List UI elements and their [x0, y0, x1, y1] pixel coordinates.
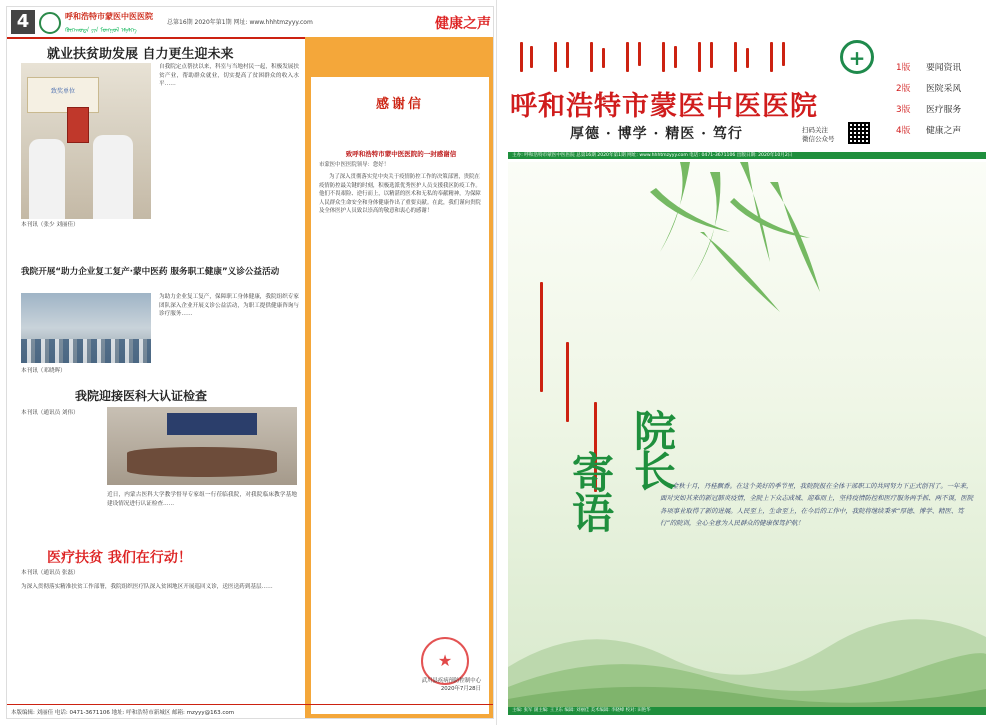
meeting-screen — [167, 413, 257, 435]
article1-caption: 本刊讯（张少 刘丽佳） — [21, 222, 79, 228]
index-label: 健康之声 — [926, 126, 962, 136]
info-bar: 主办: 呼和浩特市蒙医中医医院 总第16期 2020年第1期 网址: www.hhhtmzyyy.com 电话: 0471-3671106 出版日期: 2020年10月2日 — [508, 152, 986, 159]
calligraphy-heading-b: 寄 语 — [572, 449, 615, 538]
page-footer: 本版编辑: 刘丽佳 电话: 0471-3671106 地址: 呼和浩特市新城区 邮箱: mzyyy@163.com — [7, 704, 494, 718]
photo-person — [29, 139, 65, 219]
article3-photo — [107, 407, 297, 485]
index-item[interactable] — [896, 100, 986, 121]
thank-you-letter — [311, 77, 489, 714]
award-plaque — [67, 107, 89, 143]
issue-line: 总第16期 2020年第1期 网址: www.hhhtmzyyy.com — [167, 19, 313, 26]
hospital-logo-icon — [39, 12, 61, 34]
page-divider — [496, 0, 497, 725]
letter-greeting: 市蒙医中医医院领导：您好！ — [319, 162, 390, 168]
qr-label-line1: 扫码关注 — [802, 126, 828, 134]
index-num: 2版 — [896, 84, 911, 94]
letter-signer: 武川县疾病预防控制中心 — [421, 678, 481, 684]
qr-code-icon[interactable] — [848, 122, 870, 144]
calligraphy-heading-a: 院 长 — [634, 407, 677, 496]
mountain-landscape — [508, 577, 986, 707]
directors-message: 金秋十月，丹桂飘香。在这个美好的季节里，我院院报在全体干部职工的共同努力下正式创刊了。一年来，面对突如其来的新冠肺炎疫情，全院上下众志成城、迎难而上，坚持疫情防控和医疗服务两手抓、两不误，医院各项事业取得了新的进展。人民至上，生命至上，在今后的工作中，我院将继续秉承“厚德、博学、精医、笃行”的院训，全心全意为人民群众的健康保驾护航！ — [660, 482, 974, 528]
mongolian-vertical-script — [562, 342, 574, 452]
page-number: 4 — [11, 10, 35, 34]
article2-body: 为助力企业复工复产，保障职工身体健康，我院组织专家团队深入企业开展义诊公益活动，为职工提供健康咨询与诊疗服务…… — [159, 294, 299, 318]
letter-subtitle: 致呼和浩特市蒙中医医院的一封感谢信 — [345, 150, 457, 158]
section-title: 健康之声 — [435, 16, 491, 32]
photo-crowd — [21, 339, 151, 363]
meeting-table — [127, 447, 277, 477]
masthead-title: 呼和浩特市蒙医中医医院 — [510, 91, 818, 122]
letter-date: 2020年7月28日 — [440, 686, 481, 692]
feature-artwork — [508, 162, 986, 707]
article3-caption: 本刊讯（通讯员 刘伟） — [21, 410, 79, 416]
letter-title: 感谢信 — [375, 97, 424, 112]
article1-title: 就业扶贫助发展 自力更生迎未来 — [47, 47, 234, 62]
page-header — [7, 7, 494, 39]
article1-photo — [21, 63, 151, 219]
article3-title: 我院迎接医科大认证检查 — [75, 389, 208, 403]
header-mongolian-script: ᠬᠥᠬᠡᠬᠣᠲᠠ ᠶᠢᠨ ᠮᠣᠩᠭᠣᠯ ᠡᠮᠨᠡᠯᠭᠡ — [65, 27, 137, 34]
hospital-logo-icon — [840, 40, 874, 74]
article2-title: 我院开展“助力企业复工复产·蒙中医药 服务职工健康”义诊公益活动 — [21, 267, 280, 277]
header-masthead: 呼和浩特市蒙医中医医院 — [65, 12, 153, 21]
article1-body: 自我院定点帮扶以来，科室与当地村民一起，积极发展扶贫产业，帮助群众就业，切实提高了贫困群众的收入水平…… — [159, 64, 299, 88]
index-label: 医院采风 — [926, 84, 962, 94]
thank-you-panel — [305, 37, 494, 719]
front-page — [500, 6, 994, 719]
index-item[interactable] — [896, 121, 986, 142]
qr-label — [802, 126, 835, 144]
page-footer: 主编: 张军 副主编: 王卫东 编辑: 刘丽佳 美术编辑: 李晓峰 校对: 田艳华 — [508, 707, 986, 715]
article4-body: 为深入贯彻落实精准扶贫工作部署，我院组织医疗队深入贫困地区开展巡回义诊，送医送药到基层…… — [21, 584, 273, 590]
index-num: 1版 — [896, 63, 911, 73]
index-label: 要闻资讯 — [926, 63, 962, 73]
mongolian-masthead — [514, 42, 814, 72]
article4-caption: 本刊讯（通讯员 张磊） — [21, 570, 79, 576]
index-item[interactable] — [896, 58, 986, 79]
letter-paragraph: 为了深入贯彻落实党中央关于疫情防控工作的决策部署，贵院在疫情防控最关键的时刻，积极选派优秀医护人员支援我区防疫工作。他们不畏艰险、逆行而上，以精湛的医术和无私的奉献精神，为保障人民群众生命安全和身体健康作出了重要贡献。在此，我们谨向贵院及全体医护人员致以崇高的敬意和衷心的感谢！ — [319, 174, 481, 215]
bamboo-leaves-icon — [620, 162, 840, 322]
index-num: 3版 — [896, 105, 911, 115]
article4-title: 医疗扶贫 我们在行动！ — [47, 550, 192, 566]
page-four — [6, 6, 494, 719]
qr-label-line2: 微信公众号 — [802, 135, 835, 143]
article2-photo — [21, 293, 151, 363]
letter-signature — [422, 677, 481, 693]
photo-person — [93, 135, 133, 219]
letter-body — [319, 161, 483, 661]
photo-banner: 致奖单位 — [27, 77, 99, 113]
hospital-motto: 厚德 · 博学 · 精医 · 笃行 — [570, 126, 743, 142]
article3-body: 近日，内蒙古医科大学教学督导专家组一行莅临我院，对我院临床教学基地建设情况进行认证检查…… — [107, 492, 297, 507]
index-label: 医疗服务 — [926, 105, 962, 115]
index-item[interactable] — [896, 79, 986, 100]
mongolian-vertical-script — [536, 282, 548, 392]
article2-caption: 本刊讯（邓晓晖） — [21, 368, 66, 374]
issue-index — [896, 58, 986, 142]
index-num: 4版 — [896, 126, 911, 136]
